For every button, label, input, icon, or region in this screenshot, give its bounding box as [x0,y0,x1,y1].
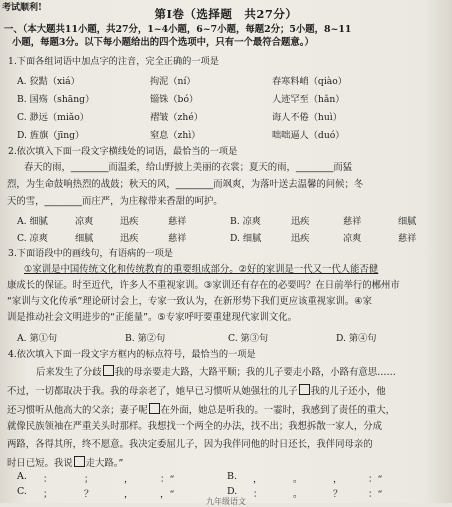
q4-option-b-mark-2: 。 [293,474,303,485]
q4-p3-end: 在外面，她总是听我的。一霎时，我感到了责任的重大， [160,405,396,416]
q1-option-d-word-1: D. 旌旗（jīng） [17,130,85,141]
q2-option-a-1: A. 细腻 [17,216,48,227]
q2-option-d-4: 慈祥 [398,233,417,244]
punctuation-box-4 [74,456,85,467]
q4-option-d-mark-4: ：“ [368,489,383,500]
q2-option-a-2: 凉爽 [75,216,94,227]
q3-passage-line-3: “家训与文化传承”理论研讨会上，专家一致认为，在新形势下我们更应该重视家训。④家 [7,296,372,307]
q4-option-d-label: D. [227,486,238,497]
q4-option-a-mark-1: ： [43,474,53,485]
q1-option-b-word-1: B. 国殇（shāng） [17,94,95,105]
page-title: 第Ⅰ卷（选择题 共27分） [154,7,298,21]
q4-option-c-label: C. [17,486,27,497]
q4-p6-start: 时日已短。我说 [7,458,73,469]
q4-p6-end: 走大路。” [85,458,124,469]
q2-option-b-1: B. 凉爽 [230,216,261,227]
section-intro-line-2: 小题，每题3分。以下每小题给出的四个选项中，只有一个最符合题意。） [12,37,314,48]
q1-option-b-word-3: 人迹罕至（hǎn） [272,94,345,105]
q4-passage-line-4: 就像民族领袖在严重关头时那样。我想找一个两全的办法，找不出；我想拆散一家人，分成 [7,421,383,432]
q4-option-d-mark-2: 。 [293,489,303,500]
q4-p1-end: 我的母亲要走大路，大路平顺；我的儿子要走小路，小路有意思…… [114,367,396,378]
q2-option-c-4: 慈祥 [168,233,187,244]
q2-option-b-3: 慈祥 [343,216,362,227]
q2-option-c-1: C. 凉爽 [17,233,48,244]
q4-option-a-label: A. [17,471,27,482]
q2-passage-line-3: 天的雪，________而庄严，为庄稼带来香甜的呵护。 [7,196,223,207]
q4-option-c-mark-2: ？ [84,489,94,500]
page-footer: 九年级语文 [206,497,246,506]
q4-option-b-label: B. [227,471,238,482]
q3-option-b: B. 第②句 [125,333,166,344]
q2-option-d-2: 迅疾 [291,233,310,244]
q1-option-d-word-3: 咄咄逼人（duó） [272,130,345,141]
q4-passage-line-1 [36,365,396,379]
q1-option-d-word-2: 窒息（zhì） [150,130,201,141]
q1-option-c-word-2: 褶皱（zhé） [150,112,203,123]
q2-passage-line-1: 春天的雨，________而温柔，给山野披上美丽的衣裳；夏天的雨，________而猛 [24,162,353,173]
q1-option-a-word-2: 拘泥（ní） [150,76,196,87]
q4-option-b-mark-4: ：“ [368,474,383,485]
q1-option-a-word-1: A. 狡黠（xiá） [17,76,80,87]
q4-p3-start: 还习惯听从他高大的父亲；妻子呢 [7,405,148,416]
q4-passage-line-3 [7,403,395,417]
q4-option-d-mark-1: ： [253,489,263,500]
q2-option-a-4: 慈祥 [168,216,187,227]
q3-option-a: A. 第①句 [17,333,58,344]
q4-option-d-mark-3: ？ [333,489,343,500]
q1-option-c-word-3: 诲人不倦（huì） [272,112,342,123]
q1-option-a-word-3: 春寒料峭（qiào） [272,76,347,87]
question-1-stem: 1.下面各组词语中加点字的注音，完全正确的一项是 [8,56,219,67]
q2-passage-line-2: 烈，为生命鼓响热烈的战鼓；秋天的风，________而飒爽，为落叶送去温馨的问候；冬 [7,179,364,190]
q2-option-c-2: 细腻 [75,233,94,244]
q3-option-c: C. 第③句 [228,333,269,344]
q2-option-c-3: 迅疾 [120,233,139,244]
question-3-stem: 3.下面语段中的画线句，有语病的一项是 [8,248,173,259]
q4-p2-end: 我的儿子还小，他 [310,386,386,397]
q3-option-d: D. 第④句 [336,333,377,344]
q2-option-b-2: 迅疾 [291,216,310,227]
q4-option-c-mark-3: ， [124,489,134,500]
q4-option-a-mark-4: ：“ [160,474,175,485]
punctuation-box-1 [103,365,114,376]
q4-option-a-mark-2: ； [84,474,94,485]
punctuation-box-3 [149,403,160,414]
q3-passage-line-2: 康成长的保证。时至近代，许多人不重视家训。③家训还有存在的必要吗？在日前举行的郴州市 [7,280,400,291]
q3-passage-line-1: ①家训是中国传统文化和传统教育的重要组成部分。②好的家训是一代又一代人能否健 [24,264,379,275]
question-2-stem: 2.依次填入下面一段文字横线处的词语，最恰当的一项是 [8,146,238,157]
q2-option-b-4: 细腻 [398,216,417,227]
punctuation-box-2 [299,384,310,395]
q4-option-a-mark-3: ， [124,474,134,485]
q1-option-b-word-2: 锱铢（bó） [150,94,199,105]
q4-option-b-mark-1: ， [253,474,263,485]
q2-option-a-3: 迅疾 [120,216,139,227]
question-4-stem: 4.依次填入下面一段文字方框内的标点符号，最恰当的一项是 [8,349,256,360]
q4-passage-line-6 [7,456,123,470]
q2-option-d-3: 凉爽 [343,233,362,244]
q4-p2-start: 不过，一切都取决于我。我的母亲老了，她早已习惯听从她强壮的儿子 [7,386,298,397]
q4-passage-line-2 [7,384,386,398]
q1-option-c-word-1: C. 渺远（miǎo） [17,112,89,123]
q3-passage-line-4: 训是推动社会文明进步的“正能量”。⑤专家呼吁要重建现代家训文化。 [7,312,297,323]
q4-p1-start: 后来发生了分歧 [36,367,102,378]
corner-tag: 考试顺利! [2,3,42,13]
q4-passage-line-5: 两路，各得其所，终不愿意。我决定委屈儿子，因为我伴同他的时日还长，我伴同母亲的 [7,439,373,450]
q4-option-c-mark-4: ，“ [160,489,175,500]
section-intro-line-1: 一、（本大题共11小题，共27分，1~4小题，6~7小题，每题2分；5小题，8~11 [4,24,352,35]
q2-option-d-1: D. 细腻 [230,233,262,244]
q4-option-b-mark-3: ， [333,474,343,485]
q4-option-c-mark-1: ； [43,489,53,500]
